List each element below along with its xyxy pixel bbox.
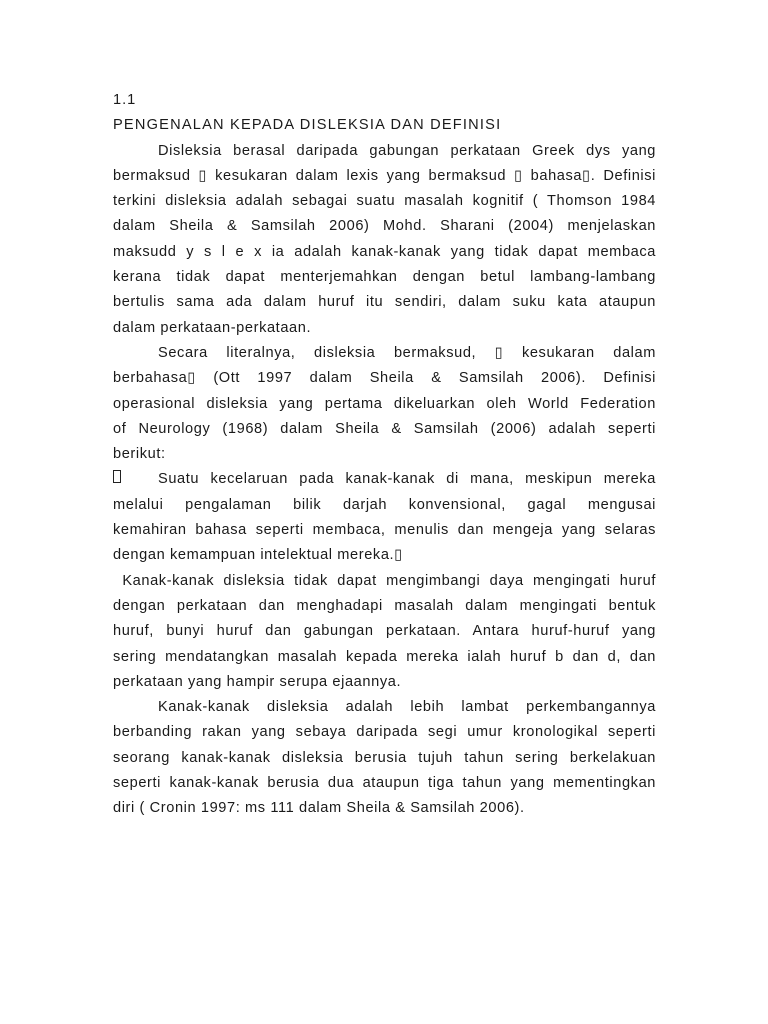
paragraph-line: berbahasa▯ (Ott 1997 dalam Sheila & Samsilah 2006). Definisi <box>113 370 656 387</box>
paragraph-line: huruf, bunyi huruf dan gabungan perkataan. Antara huruf-huruf yang <box>113 623 656 640</box>
paragraph-line: berbanding rakan yang sebaya daripada segi umur kronologikal seperti <box>113 724 656 741</box>
section-number: 1.1 <box>113 92 137 108</box>
missing-glyph-icon <box>113 470 121 483</box>
paragraph-line: sering mendatangkan masalah kepada mereka ialah huruf b dan d, dan <box>113 648 656 665</box>
paragraph-literal-definition <box>113 341 656 467</box>
quote-first-line <box>113 467 656 492</box>
paragraph-line: of Neurology (1968) dalam Sheila & Samsilah (2006) adalah seperti <box>113 420 656 437</box>
document-page <box>113 88 656 822</box>
quoted-definition <box>113 467 656 568</box>
paragraph-line: terkini disleksia adalah sebagai suatu masalah kognitif ( Thomson 1984 <box>113 193 656 210</box>
quote-line: melalui pengalaman bilik darjah konvensional, gagal mengusai <box>113 496 656 513</box>
section-title: PENGENALAN KEPADA DISLEKSIA DAN DEFINISI <box>113 117 502 134</box>
paragraph-development <box>113 695 656 821</box>
paragraph-line: Disleksia berasal daripada gabungan perkataan Greek dys yang <box>158 142 656 159</box>
paragraph-line: kerana tidak dapat menterjemahkan dengan betul lambang-lambang <box>113 269 656 286</box>
paragraph-line: bermaksud ▯ kesukaran dalam lexis yang bermaksud ▯ bahasa▯. Definisi <box>113 167 656 184</box>
paragraph-line: operasional disleksia yang pertama dikeluarkan oleh World Federation <box>113 395 656 412</box>
paragraph-line: berikut: <box>113 446 166 463</box>
paragraph-line: maksudd y s l e x ia adalah kanak-kanak yang tidak dapat membaca <box>113 243 656 260</box>
paragraph-line: Secara literalnya, disleksia bermaksud, ▯ kesukaran dalam <box>158 344 656 361</box>
paragraph-line: Kanak-kanak disleksia adalah lebih lambat perkembangannya <box>158 699 656 716</box>
paragraph-letter-confusion <box>113 569 656 695</box>
paragraph-line: dalam Sheila & Samsilah 2006) Mohd. Sharani (2004) menjelaskan <box>113 218 656 235</box>
paragraph-line: seperti kanak-kanak berusia dua ataupun tiga tahun yang mementingkan <box>113 775 656 792</box>
paragraph-line: bertulis sama ada dalam huruf itu sendiri, dalam suku kata ataupun <box>113 294 656 311</box>
paragraph-line: Kanak-kanak disleksia tidak dapat mengimbangi daya mengingati huruf <box>113 572 656 589</box>
paragraph-line: dalam perkataan-perkataan. <box>113 319 312 336</box>
paragraph-disleksia-origin <box>113 139 656 341</box>
paragraph-line: perkataan yang hampir serupa ejaannya. <box>113 673 402 690</box>
quote-line: kemahiran bahasa seperti membaca, menulis dan mengeja yang selaras <box>113 522 656 539</box>
quote-line: dengan kemampuan intelektual mereka.▯ <box>113 547 403 564</box>
paragraph-line: diri ( Cronin 1997: ms 111 dalam Sheila & Samsilah 2006). <box>113 800 525 817</box>
quote-line: Suatu kecelaruan pada kanak-kanak di mana, meskipun mereka <box>158 471 656 488</box>
paragraph-line: dengan perkataan dan menghadapi masalah dalam mengingati bentuk <box>113 597 656 614</box>
paragraph-line: seorang kanak-kanak disleksia berusia tujuh tahun sering berkelakuan <box>113 749 656 766</box>
